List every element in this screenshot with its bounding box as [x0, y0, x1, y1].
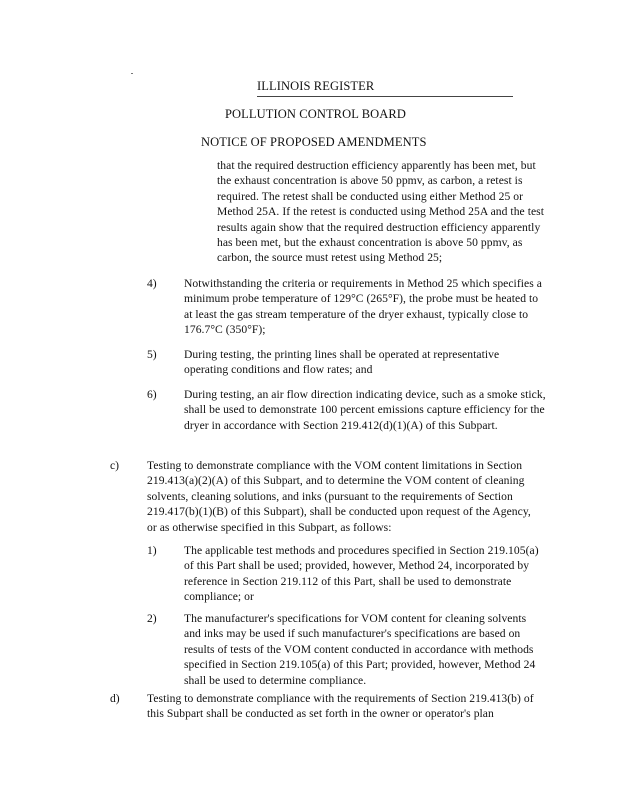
section-c-text: Testing to demonstrate compliance with the VOM content limitations in Section 219.413(a)(2)(A) of this Subpart, and to determine the VOM content of cleaning solvents, cleaning solutions, and inks (pursuant to the requirements of Section 219.417(b)(1)(B) of this Subpart), shall be conducted upon request of the Agency, or as otherwise specified in this Subpart, as follows:	[147, 459, 531, 534]
item-c2-text: The manufacturer's specifications for VOM content for cleaning solvents and inks may be used if such manufacturer's specifications are based on results of tests of the VOM content conducted in accordance with methods specified in Section 219.105(a) of this Part; provided, however, Method 24 shall be used to determine compliance.	[184, 612, 536, 687]
scan-speck	[131, 73, 133, 74]
section-c-label: c)	[110, 459, 120, 472]
item-6-label: 6)	[147, 388, 157, 401]
board-title: POLLUTION CONTROL BOARD	[225, 107, 406, 121]
item-5-label: 5)	[147, 348, 157, 361]
section-d-label: d)	[110, 692, 120, 705]
item-c1-label: 1)	[147, 544, 157, 557]
notice-title: NOTICE OF PROPOSED AMENDMENTS	[201, 135, 427, 149]
item-4-label: 4)	[147, 277, 157, 290]
item-5-text: During testing, the printing lines shall be operated at representative operating conditions and flow rates; and	[184, 348, 500, 377]
header-rule	[257, 96, 513, 97]
item-c1-text: The applicable test methods and procedures specified in Section 219.105(a) of this Part shall be used; provided, however, Method 24, incorporated by reference in Section 219.112 of this Part, shall be used to demonstrate compliance; or	[184, 544, 539, 604]
register-title: ILLINOIS REGISTER	[257, 79, 375, 93]
item-6-text: During testing, an air flow direction indicating device, such as a smoke stick, shall be used to demonstrate 100 percent emissions capture efficiency for the dryer in accordance with Section 219.412(d)(1)(A) of this Subpart.	[184, 388, 546, 432]
section-d-text: Testing to demonstrate compliance with the requirements of Section 219.413(b) of this Subpart shall be conducted as set forth in the owner or operator's plan	[147, 692, 534, 721]
continued-paragraph: that the required destruction efficiency apparently has been met, but the exhaust concentration is above 50 ppmv, as carbon, a retest is required. The retest shall be conducted using either Method 25 or Method 25A. If the retest is conducted using Method 25A and the test results again show that the required destruction efficiency apparently has been met, but the exhaust concentration is above 50 ppmv, as carbon, the source must retest using Method 25;	[217, 159, 544, 265]
item-4-text: Notwithstanding the criteria or requirements in Method 25 which specifies a minimum probe temperature of 129°C (265°F), the probe must be heated to at least the gas stream temperature of the dryer exhaust, typically close to 176.7°C (350°F);	[184, 277, 542, 337]
item-c2-label: 2)	[147, 612, 157, 625]
